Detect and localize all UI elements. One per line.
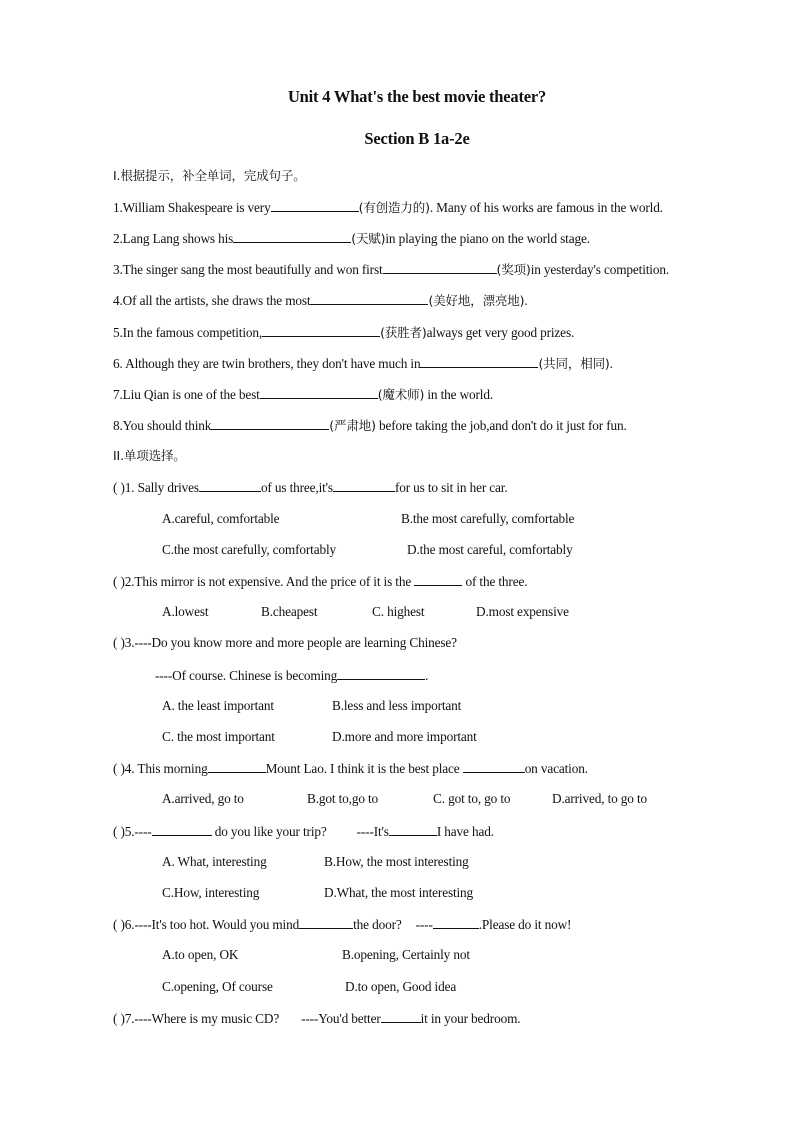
option-c[interactable]: C.How, interesting	[162, 885, 260, 900]
answer-paren[interactable]: ( )	[113, 1011, 125, 1026]
answer-blank	[433, 915, 479, 929]
option-d[interactable]: D.arrived, to go to	[552, 791, 648, 806]
option-b[interactable]: B.opening, Certainly not	[342, 947, 470, 962]
answer-paren[interactable]: ( )	[113, 917, 125, 932]
answer-blank[interactable]	[310, 291, 428, 305]
answer-blank[interactable]	[271, 198, 359, 212]
option-b[interactable]: B.the most carefully, comfortable	[401, 511, 575, 526]
answer-paren[interactable]: ( )	[113, 761, 125, 776]
option-a[interactable]: A.lowest	[162, 604, 209, 619]
option-a[interactable]: A. the least important	[162, 698, 274, 713]
part1-heading: I.根据提示，补全单词，完成句子。	[113, 168, 306, 183]
section-subtitle: Section B 1a-2e	[364, 129, 470, 148]
option-a[interactable]: A.careful, comfortable	[162, 511, 280, 526]
option-c[interactable]: C. highest	[372, 604, 425, 619]
option-b[interactable]: B.cheapest	[261, 604, 318, 619]
option-c[interactable]: C.opening, Of course	[162, 979, 273, 994]
fill-item-1: 1.William Shakespeare is very (有创造力的). Many of his works are famous in the world.	[113, 200, 663, 215]
mc-question-5: ( )5.---- do you like your trip? ----It's I have had.	[113, 824, 494, 839]
answer-paren[interactable]: ( )	[113, 635, 125, 650]
part2-heading: II.单项选择。	[113, 448, 186, 463]
option-c[interactable]: C. the most important	[162, 729, 275, 744]
answer-blank[interactable]	[383, 260, 497, 274]
answer-blank	[389, 822, 437, 836]
answer-blank	[333, 478, 395, 492]
fill-item-4: 4.Of all the artists, she draws the most (美好地，漂亮地).	[113, 293, 528, 308]
option-a[interactable]: A.arrived, go to	[162, 791, 244, 806]
answer-blank[interactable]	[420, 354, 538, 368]
option-d[interactable]: D.more and more important	[332, 729, 477, 744]
option-b[interactable]: B.How, the most interesting	[324, 854, 469, 869]
answer-blank	[152, 822, 212, 836]
option-d[interactable]: D.the most careful, comfortably	[407, 542, 573, 557]
fill-item-7: 7.Liu Qian is one of the best (魔术师) in the world.	[113, 387, 494, 402]
fill-item-3: 3.The singer sang the most beautifully and won first (奖项)in yesterday's competition.	[113, 262, 670, 277]
answer-blank	[414, 572, 462, 586]
answer-blank	[208, 759, 266, 773]
mc-question-3: ( )3.----Do you know more and more people are learning Chinese?	[113, 635, 457, 650]
option-d[interactable]: D.most expensive	[476, 604, 569, 619]
answer-blank	[381, 1009, 421, 1023]
mc-question-7: ( )7.----Where is my music CD? ----You'd better it in your bedroom.	[113, 1011, 521, 1026]
option-d[interactable]: D.What, the most interesting	[324, 885, 474, 900]
fill-item-6: 6. Although they are twin brothers, they don't have much in (共同，相同).	[113, 356, 613, 371]
answer-paren[interactable]: ( )	[113, 480, 125, 495]
option-d[interactable]: D.to open, Good idea	[345, 979, 457, 994]
option-c[interactable]: C.the most carefully, comfortably	[162, 542, 337, 557]
option-b[interactable]: B.got to,go to	[307, 791, 379, 806]
answer-blank[interactable]	[233, 229, 351, 243]
fill-item-2: 2.Lang Lang shows his (天赋)in playing the piano on the world stage.	[113, 231, 590, 246]
answer-paren[interactable]: ( )	[113, 574, 125, 589]
mc-question-4: ( )4. This morning Mount Lao. I think it is the best place on vacation.	[113, 761, 588, 776]
mc-question-3-reply: ----Of course. Chinese is becoming .	[155, 668, 429, 683]
page-title: Unit 4 What's the best movie theater?	[287, 87, 547, 106]
answer-blank	[299, 915, 353, 929]
fill-item-8: 8.You should think (严肃地) before taking the job,and don't do it just for fun.	[113, 418, 627, 433]
answer-blank	[463, 759, 525, 773]
answer-blank	[199, 478, 261, 492]
option-b[interactable]: B.less and less important	[332, 698, 462, 713]
option-c[interactable]: C. got to, go to	[433, 791, 511, 806]
mc-question-6: ( )6.----It's too hot. Would you mind the door? ---- .Please do it now!	[113, 917, 572, 932]
answer-blank[interactable]	[262, 323, 380, 337]
answer-paren[interactable]: ( )	[113, 824, 125, 839]
answer-blank	[337, 666, 425, 680]
mc-question-1: ( )1. Sally drives of us three,it's for us to sit in her car.	[113, 480, 508, 495]
fill-item-5: 5.In the famous competition, (获胜者)always get very good prizes.	[113, 325, 575, 340]
mc-question-2: ( )2.This mirror is not expensive. And the price of it is the of the three.	[113, 574, 528, 589]
answer-blank[interactable]	[260, 385, 378, 399]
option-a[interactable]: A.to open, OK	[162, 947, 239, 962]
option-a[interactable]: A. What, interesting	[162, 854, 267, 869]
answer-blank[interactable]	[211, 416, 329, 430]
